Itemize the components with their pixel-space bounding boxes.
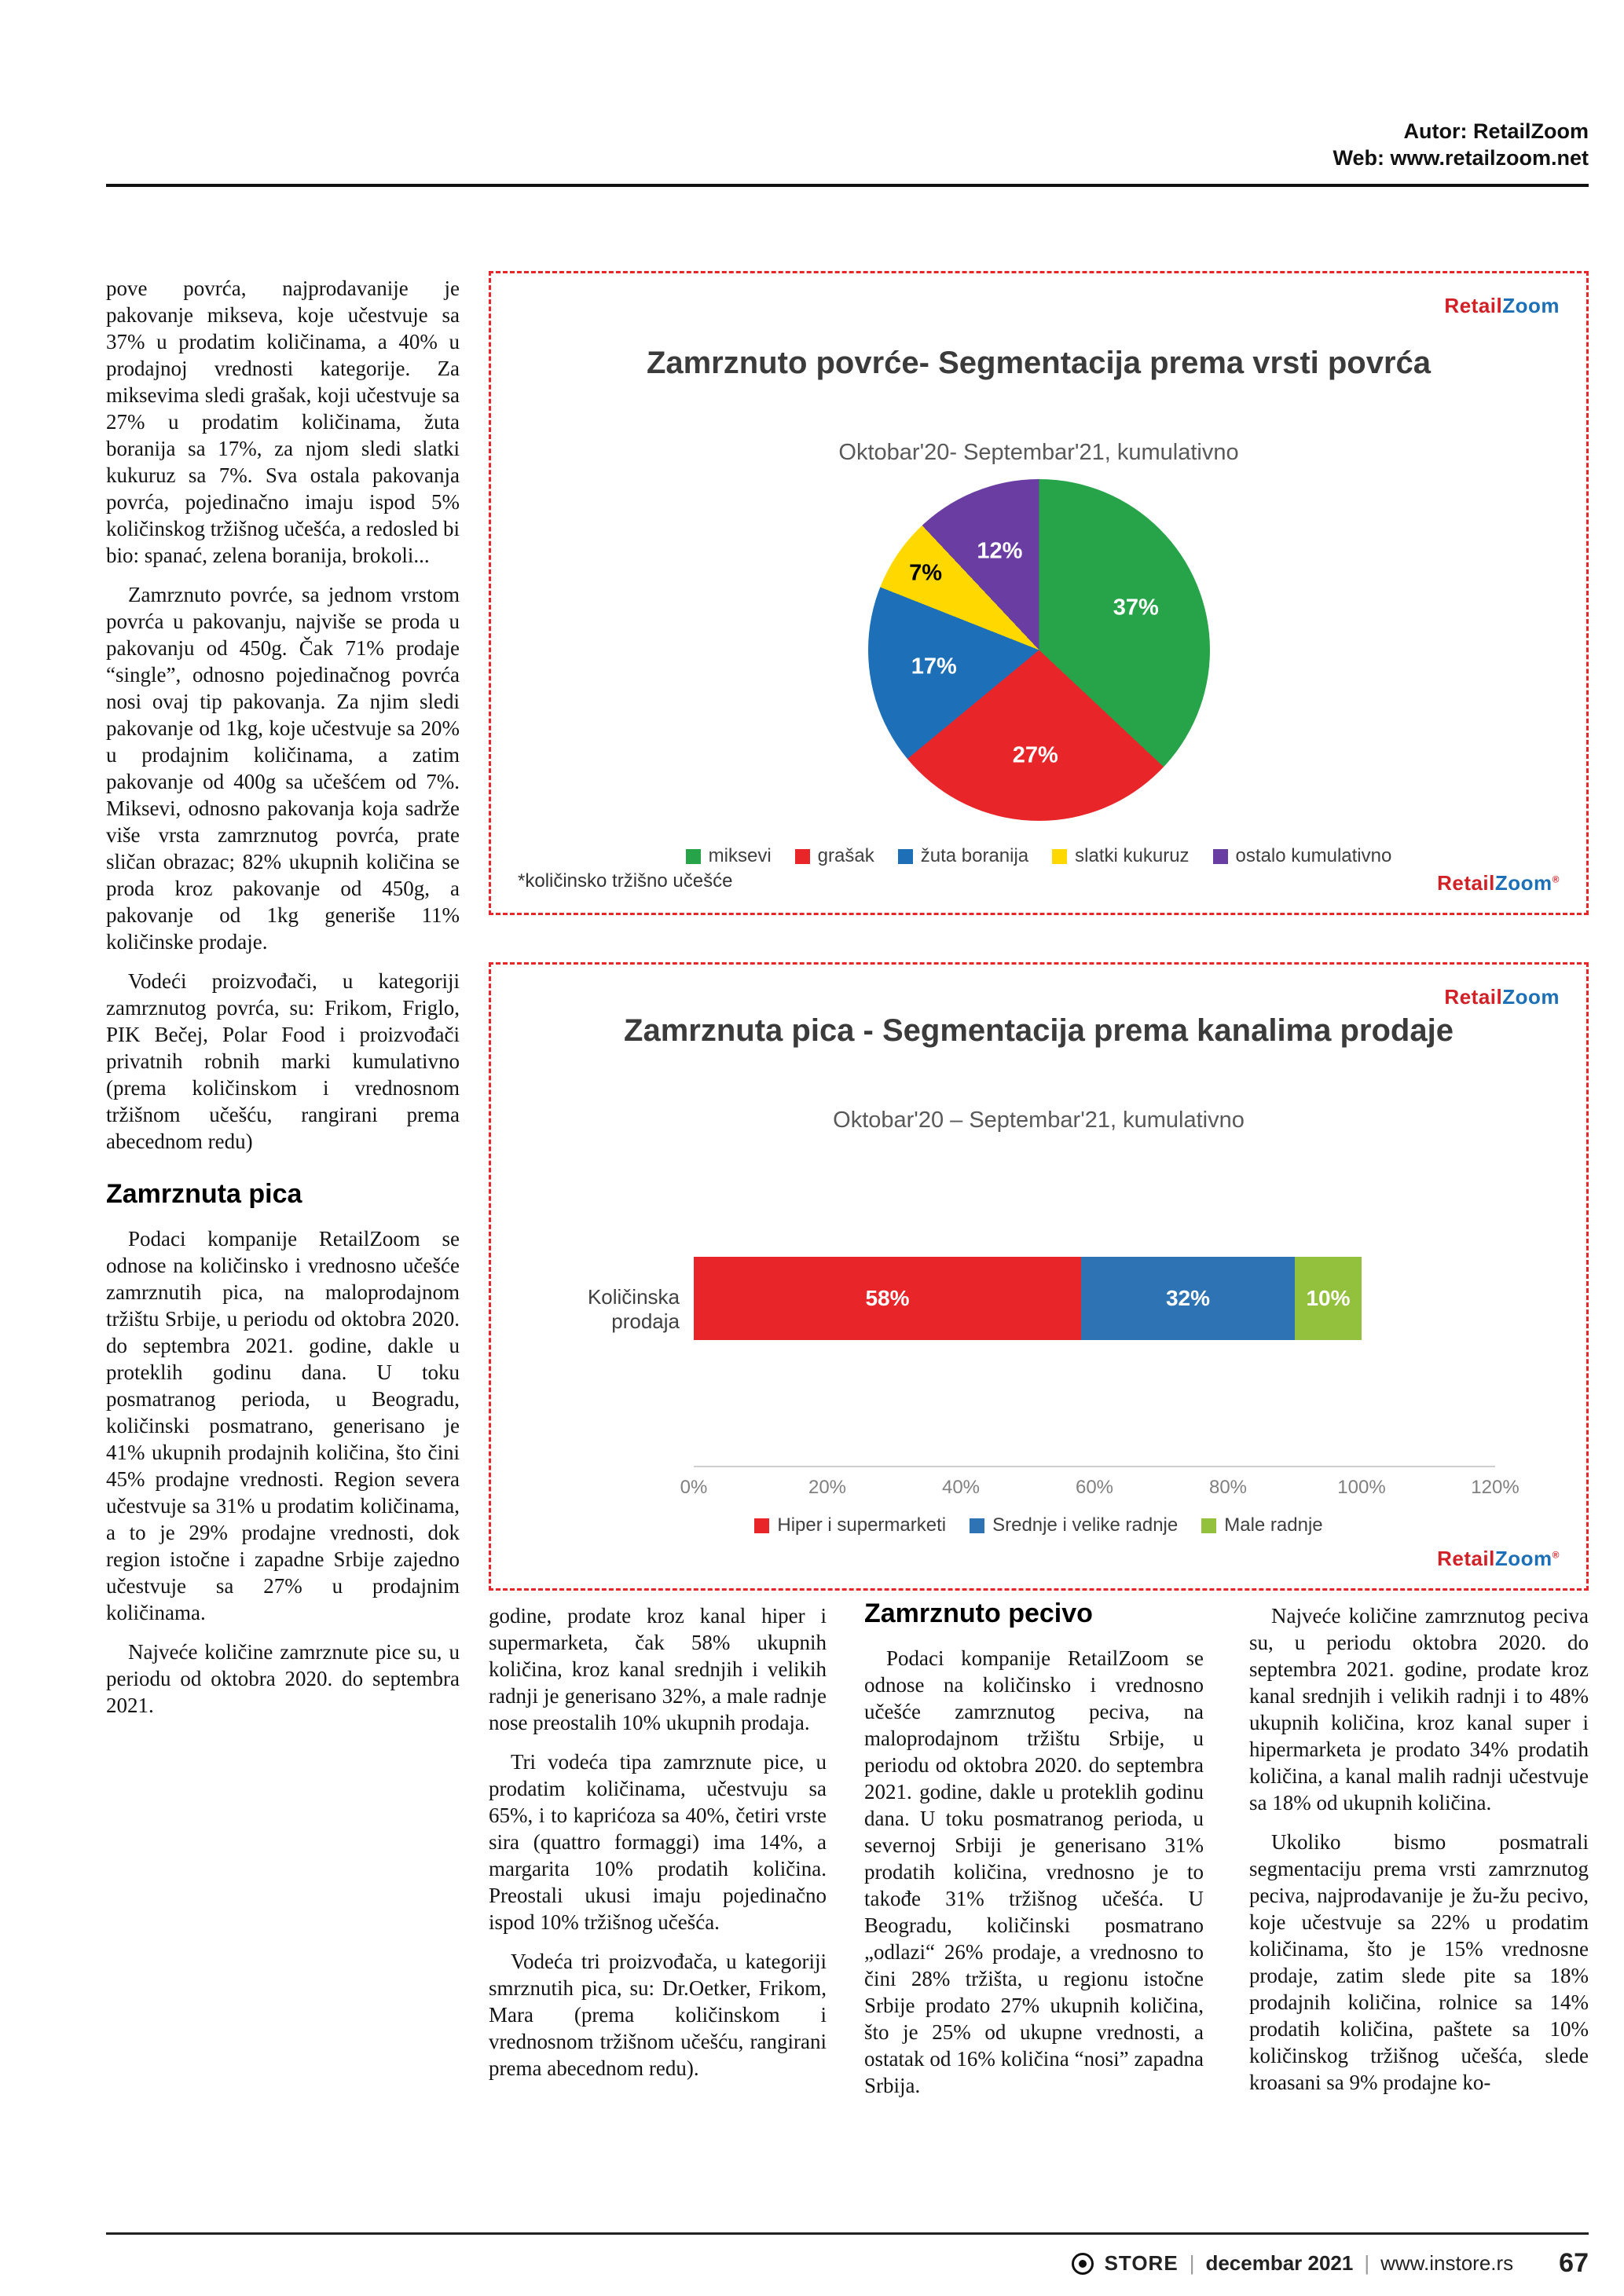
bar-legend [507,1514,1571,1536]
retailzoom-logo [1444,294,1560,318]
bar-segment [1295,1257,1362,1340]
bar-segment [694,1257,1081,1340]
bar-segment-label: 58% [865,1286,910,1310]
footer-rule [106,2232,1589,2235]
pie-slice-label: 27% [1012,742,1058,768]
pie-slice-label: 12% [977,538,1023,564]
page-footer [106,2248,1589,2279]
legend-item [795,845,874,867]
paragraph: Podaci kompanije RetailZoom se odnose na količinsko i vrednosno učešće zamrznutih pica, na maloprodajnom tržištu Srbije, u periodu od oktobra 2020. do septembra 2021. godine, dakle u proteklih godinu dana. U toku posmatranog perioda, u Beogradu, količinski posmatrano, generisano je 41% ukupnih prodajnih količina, što čini 45% prodajne vrednosti. Region severa učestvuje sa 31% u prodatim količinama, a to je 29% prodajne vrednosti, dok region istočne i zapadne Srbije zajedno učestvuje sa 27% u prodajnim količinama. [106,1227,460,1624]
legend-label: grašak [817,845,874,866]
x-axis-line [694,1466,1495,1467]
paragraph: Vodeća tri proizvođača, u kategoriji smrznutih pica, su: Dr.Oetker, Frikom, Mara (prema količinskom i vrednosnom tržišnom učešću, rangirani prema abecednom redu). [489,1950,827,2080]
pie-chart [868,479,1210,821]
logo-text: Retail [1437,1547,1495,1570]
paragraph: Najveće količine zamrznutog peciva su, u periodu oktobra 2020. do septembra 2021. godine, prodate kroz kanal srednjih i velikih radnji i to 48% ukupnih količina, kroz kanal super i hipermarketa je prodato 34% prodatih količina, a kanal malih radnji učestvuje sa 18% od ukupnih količina. [1249,1604,1589,1814]
legend-item [970,1514,1178,1536]
page-header [106,118,1589,187]
chart-title: Zamrznuto povrće- Segmentacija prema vrsti povrća [646,346,1432,380]
bar-segment [1081,1257,1295,1340]
article-column-2 [489,1602,827,2082]
logo-text: Retail [1444,294,1503,317]
x-axis-tick-label: 120% [1471,1477,1520,1498]
legend-label: Srednje i velike radnje [992,1514,1179,1536]
legend-label: žuta boranija [920,845,1029,866]
instore-logo-dot [1079,2260,1087,2268]
instore-logo-icon [1072,2253,1094,2275]
footer-brand: STORE [1104,2251,1179,2275]
legend-item [686,845,772,867]
legend-item [1052,845,1189,867]
retailzoom-logo [1437,871,1560,895]
logo-text: Retail [1444,985,1503,1009]
legend-item [1213,845,1392,867]
paragraph: Tri vodeća tipa zamrznute pice, u prodatim količinama, učestvuju sa 65%, i to kaprićoza sa 40%, četiri vrste sira (quattro formaggi) ima 14%, a margarita 10% prodatih količina. Preostali ukusi imaju pojedinačno ispod 10% tržišnog učešća. [489,1750,827,1934]
paragraph: Ukoliko bismo posmatrali segmentaciju prema vrsti zamrznutog peciva, najprodavanije je žu-žu pecivo, koje učestvuje sa 22% u prodatim količinama, što je 15% vrednosne prodaje, zatim slede pite sa 18% prodajnih količina, rolnice sa 14% prodatih količina, paštete sa 10% količinskog tržišnog učešća, slede kroasani sa 9% prodajne ko- [1249,1830,1589,2094]
x-axis-tick-label: 40% [941,1477,981,1498]
header-website: Web: www.retailzoom.net [1333,146,1589,170]
x-axis-tick-label: 100% [1337,1477,1386,1498]
registered-mark: ® [1552,873,1560,885]
legend-swatch [754,1518,769,1533]
legend-swatch [795,849,810,864]
chart-subtitle: Oktobar'20 – Septembar'21, kumulativno [833,1108,1245,1133]
legend-swatch [686,849,701,864]
legend-label: Hiper i supermarketi [777,1514,947,1536]
legend-label: Male radnje [1224,1514,1323,1536]
pie-chart-area [491,479,1586,821]
bar-segment-label: 10% [1306,1286,1351,1310]
logo-text: Zoom [1494,1547,1553,1570]
stacked-bar [694,1257,1362,1340]
pie-slice-label: 37% [1113,595,1159,621]
x-axis-tick-label: 60% [1075,1477,1114,1498]
legend-item [898,845,1028,867]
page-number: 67 [1559,2248,1589,2278]
paragraph: Zamrznuto povrće, sa jednom vrstom povrća u pakovanju, najviše se proda u pakovanju od 450g. Čak 71% prodaje “single”, odnosno pojedinačnog povrća nosi ovaj tip pakovanja. Za njim sledi pakovanje od 1kg, koje učestvuje sa 20% u prodajnim količinama, a zatim pakovanje od 400g sa učešćem od 7%. Miksevi, odnosno pakovanja koja sadrže više vrsta zamrznutog povrća, prate sličan obrazac; 82% ukupnih količina se proda kroz pakovanje od 450g, a pakovanje od 1kg generiše 11% količinske prodaje. [106,583,460,954]
logo-text: Zoom [1494,871,1553,895]
paragraph: pove povrća, najprodavanije je pakovanje mikseva, koje učestvuje sa 37% u prodatim količinama, a 40% u prodajnoj vrednosti kategorije. Za miksevima sledi grašak, koji učestvuje sa 27% u prodatim količinama, žuta boranija sa 17%, za njom sledi slatki kukuruz sa 7%. Sva ostala pakovanja povrća, pojedinačno imaju ispod 5% količinskog tržišnog učešća, a redosled bi bio: spanać, zelena boranija, brokoli... [106,276,460,567]
pie-slice-label: 7% [909,560,943,586]
paragraph: Podaci kompanije RetailZoom se odnose na količinsko i vrednosno učešće zamrznutog peciva, na maloprodajnom tržištu Srbije, u periodu od oktobra 2020. do septembra 2021. godine, dakle u proteklih godinu dana. U toku posmatranog perioda, u severnoj Srbiji je generisano 31% prodatih količina, vrednosno je to takođe 31% tržišnog učešća. U Beogradu, količinski posmatrano „odlazi“ 26% prodaje, a vrednosno to čini 28% tržišta, u regionu istočne Srbije prodato 27% ukupnih količina, što je 25% od ukupne vrednosti, a ostatak od 16% količina “nosi” zapadna Srbija. [864,1646,1204,2097]
legend-label: ostalo kumulativno [1235,845,1392,866]
logo-text: Zoom [1502,985,1560,1009]
section-heading-zamrznuto-pecivo: Zamrznuto pecivo [864,1598,1093,1628]
footer-issue: decembar 2021 [1205,2251,1354,2275]
header-author: Autor: RetailZoom [1403,119,1589,143]
x-axis-ticks [680,1477,1520,1502]
retailzoom-logo [1437,1547,1560,1571]
legend-label: slatki kukuruz [1075,845,1190,866]
article-column-1 [106,275,460,1719]
paragraph: Najveće količine zamrznute pice su, u periodu od oktobra 2020. do septembra 2021. [106,1640,460,1717]
chart-footnote: *količinsko tržišno učešće [518,870,733,892]
registered-mark: ® [1552,1549,1560,1561]
bar-category-label: Količinska prodaja [587,1285,680,1333]
logo-text: Zoom [1502,294,1560,317]
bar-plot-area [694,1232,1495,1467]
legend-swatch [970,1518,984,1533]
retailzoom-logo [1444,985,1560,1009]
footer-separator: | [1364,2251,1370,2275]
legend-item [754,1514,946,1536]
paragraph: godine, prodate kroz kanal hiper i supermarketa, čak 58% ukupnih količina, kroz kanal srednjih i velikih radnji je generisano 32%, a male radnje nose preostalih 10% ukupnih prodaja. [489,1604,827,1734]
footer-separator: | [1189,2251,1195,2275]
chart-subtitle: Oktobar'20- Septembar'21, kumulativno [838,440,1239,465]
x-axis-tick-label: 0% [680,1477,708,1498]
chart-title: Zamrznuta pica - Segmentacija prema kanalima prodaje [624,1013,1454,1048]
legend-label: miksevi [708,845,772,866]
paragraph: Vodeći proizvođači, u kategoriji zamrznutog povrća, su: Frikom, Friglo, PIK Bečej, Polar Food i proizvođači privatnih robnih marki kumulativno (prema količinskom i vrednosnom tržišnom učešću, rangirani prema abecednom redu) [106,969,460,1153]
logo-text: Retail [1437,871,1495,895]
legend-swatch [1201,1518,1216,1533]
legend-item [1201,1514,1322,1536]
pie-legend [507,845,1571,867]
article-column-3 [864,1598,1204,2099]
pie-slice-label: 17% [911,654,957,679]
x-axis-tick-label: 20% [808,1477,847,1498]
legend-swatch [1052,849,1067,864]
chart-frozen-vegetables [489,271,1589,915]
section-heading-zamrznuta-pica: Zamrznuta pica [106,1179,302,1209]
article-column-4 [1249,1602,1589,2096]
footer-website: www.instore.rs [1380,2251,1514,2275]
legend-swatch [1213,849,1228,864]
chart-frozen-pizza [489,962,1589,1591]
x-axis-tick-label: 80% [1208,1477,1248,1498]
bar-segment-label: 32% [1165,1286,1211,1310]
legend-swatch [898,849,913,864]
